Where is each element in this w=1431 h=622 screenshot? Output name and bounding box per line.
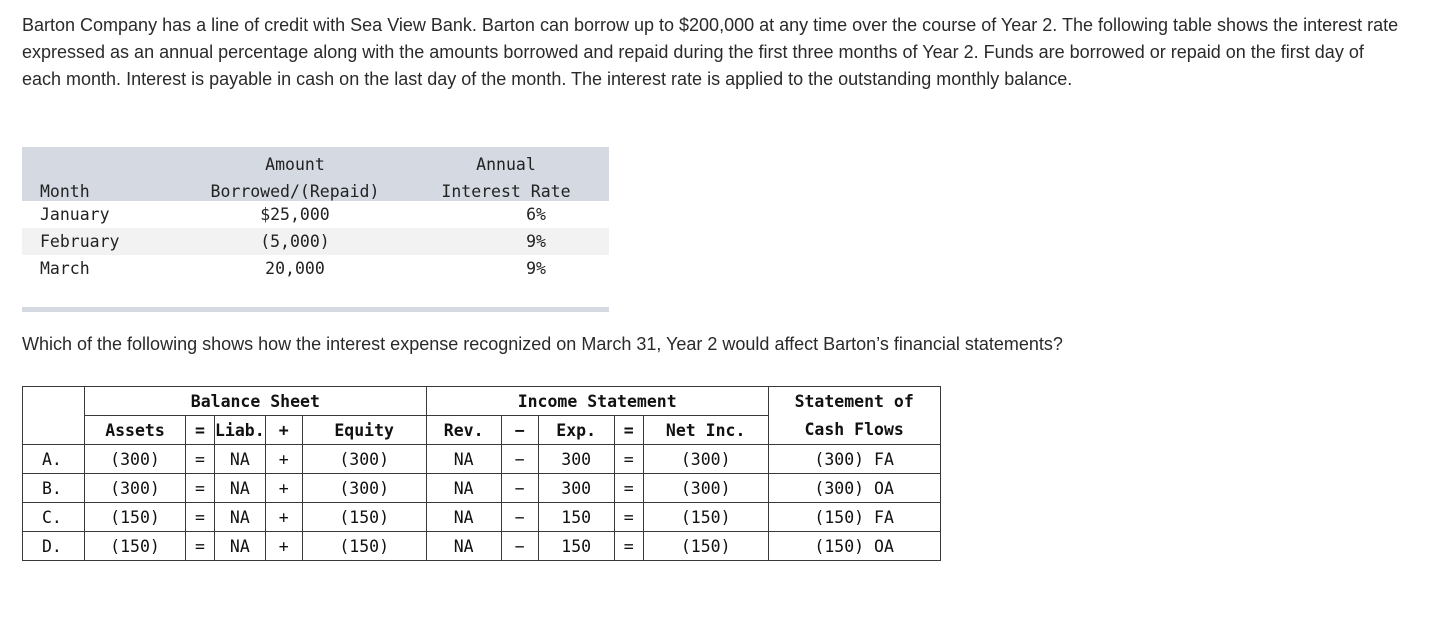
cash-flows-cell: (150) FA xyxy=(768,503,940,532)
liabilities-cell: NA xyxy=(215,474,266,503)
option-label: C. xyxy=(23,503,85,532)
cash-flows-header-line1: Statement of xyxy=(768,387,940,416)
net-income-header: Net Inc. xyxy=(643,416,768,445)
assets-cell: (150) xyxy=(85,503,186,532)
option-label: A. xyxy=(23,445,85,474)
plus-cell: + xyxy=(265,445,302,474)
balance-sheet-header: Balance Sheet xyxy=(85,387,427,416)
rate-row xyxy=(22,255,609,282)
cash-flows-cell: (150) OA xyxy=(768,532,940,561)
assets-cell: (300) xyxy=(85,445,186,474)
rate-cell: 9% xyxy=(526,259,546,278)
rate-header-line1: Annual xyxy=(403,147,609,174)
month-cell: March xyxy=(40,259,90,278)
answer-row xyxy=(23,503,941,532)
plus-cell: + xyxy=(265,474,302,503)
liabilities-header: Liab. xyxy=(215,416,266,445)
question-text: Which of the following shows how the interest expense recognized on March 31, Year 2 would affect Barton’s financial statements? xyxy=(22,334,1063,354)
equity-header: Equity xyxy=(302,416,426,445)
minus-cell: − xyxy=(501,503,538,532)
rate-table-bottom-rule xyxy=(22,282,609,312)
equals-cell: = xyxy=(614,532,643,561)
income-statement-header: Income Statement xyxy=(426,387,768,416)
liabilities-cell: NA xyxy=(215,503,266,532)
equals-header: = xyxy=(614,416,643,445)
amount-cell: $25,000 xyxy=(260,205,330,224)
expense-header: Exp. xyxy=(538,416,614,445)
rate-row xyxy=(22,201,609,228)
liabilities-cell: NA xyxy=(215,445,266,474)
net-income-cell: (300) xyxy=(643,474,768,503)
cash-flows-header-line2: Cash Flows xyxy=(768,416,940,445)
equals-cell: = xyxy=(186,445,215,474)
rate-cell: 6% xyxy=(526,205,546,224)
assets-cell: (150) xyxy=(85,532,186,561)
equity-cell: (300) xyxy=(302,445,426,474)
option-label: D. xyxy=(23,532,85,561)
answer-row xyxy=(23,532,941,561)
rate-table-container xyxy=(22,147,609,312)
minus-cell: − xyxy=(501,474,538,503)
assets-header: Assets xyxy=(85,416,186,445)
amount-cell: 20,000 xyxy=(265,259,325,278)
revenue-cell: NA xyxy=(426,532,501,561)
minus-cell: − xyxy=(501,445,538,474)
amount-header-line1: Amount xyxy=(187,147,403,174)
liabilities-cell: NA xyxy=(215,532,266,561)
amount-header-line2: Borrowed/(Repaid) xyxy=(187,174,403,201)
rate-table xyxy=(22,147,609,282)
assets-cell: (300) xyxy=(85,474,186,503)
rate-cell: 9% xyxy=(403,228,609,255)
plus-cell: + xyxy=(265,532,302,561)
answer-row xyxy=(23,445,941,474)
revenue-cell: NA xyxy=(426,445,501,474)
rate-header-line2: Interest Rate xyxy=(403,174,609,201)
cash-flows-cell: (300) OA xyxy=(768,474,940,503)
equals-cell: = xyxy=(614,474,643,503)
equals-cell: = xyxy=(186,532,215,561)
answer-row xyxy=(23,474,941,503)
plus-cell: + xyxy=(265,503,302,532)
equals-cell: = xyxy=(186,503,215,532)
expense-cell: 150 xyxy=(538,532,614,561)
plus-header: + xyxy=(265,416,302,445)
net-income-cell: (150) xyxy=(643,503,768,532)
option-label: B. xyxy=(23,474,85,503)
equity-cell: (300) xyxy=(302,474,426,503)
revenue-cell: NA xyxy=(426,474,501,503)
minus-cell: − xyxy=(501,532,538,561)
revenue-header: Rev. xyxy=(426,416,501,445)
equals-header: = xyxy=(186,416,215,445)
equals-cell: = xyxy=(186,474,215,503)
rate-row xyxy=(22,228,609,255)
intro-paragraph: Barton Company has a line of credit with Sea View Bank. Barton can borrow up to $200,000 at any time over the course of Year 2. The following table shows the interest rate expressed as an annual percentage along with the amounts borrowed and repaid during the first three months of Year 2. Funds are borrowed or repaid on the first day of each month. Interest is payable in cash on the last day of the month. The interest rate is applied to the outstanding monthly balance. xyxy=(22,15,1399,89)
equity-cell: (150) xyxy=(302,532,426,561)
month-header: Month xyxy=(22,174,187,201)
expense-cell: 300 xyxy=(538,445,614,474)
expense-cell: 150 xyxy=(538,503,614,532)
revenue-cell: NA xyxy=(426,503,501,532)
expense-cell: 300 xyxy=(538,474,614,503)
month-cell: January xyxy=(40,205,110,224)
minus-header: − xyxy=(501,416,538,445)
net-income-cell: (300) xyxy=(643,445,768,474)
net-income-cell: (150) xyxy=(643,532,768,561)
cash-flows-cell: (300) FA xyxy=(768,445,940,474)
answer-table xyxy=(22,386,941,561)
equals-cell: = xyxy=(614,445,643,474)
amount-cell: (5,000) xyxy=(187,228,403,255)
option-header-blank xyxy=(23,387,85,445)
equals-cell: = xyxy=(614,503,643,532)
month-cell: February xyxy=(22,228,187,255)
equity-cell: (150) xyxy=(302,503,426,532)
